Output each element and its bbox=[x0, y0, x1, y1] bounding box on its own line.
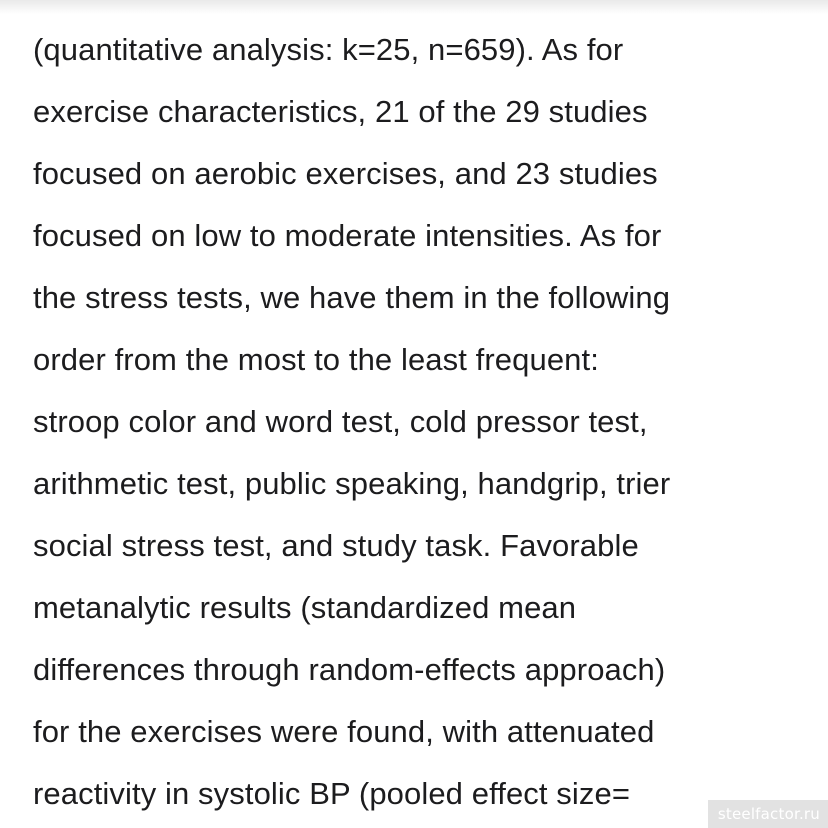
text-line: arithmetic test, public speaking, handgrip, trier bbox=[33, 466, 671, 501]
text-line: the stress tests, we have them in the following bbox=[33, 280, 671, 315]
watermark: steelfactor.ru bbox=[708, 800, 828, 828]
text-line: focused on aerobic exercises, and 23 studies bbox=[33, 156, 658, 191]
text-line: social stress test, and study task. Favorable bbox=[33, 528, 639, 563]
top-shadow-bar bbox=[0, 0, 828, 14]
text-line: focused on low to moderate intensities. As for bbox=[33, 218, 662, 253]
text-line: metanalytic results (standardized mean bbox=[33, 590, 577, 625]
text-line: exercise characteristics, 21 of the 29 studies bbox=[33, 94, 648, 129]
text-line: for the exercises were found, with attenuated bbox=[33, 714, 655, 749]
text-line: (quantitative analysis: k=25, n=659). As for bbox=[33, 32, 624, 67]
text-line: differences through random-effects approach) bbox=[33, 652, 666, 687]
text-line: order from the most to the least frequent: bbox=[33, 342, 599, 377]
text-line: reactivity in systolic BP (pooled effect size= bbox=[33, 776, 631, 811]
article-text bbox=[33, 19, 823, 825]
text-line: stroop color and word test, cold pressor test, bbox=[33, 404, 648, 439]
